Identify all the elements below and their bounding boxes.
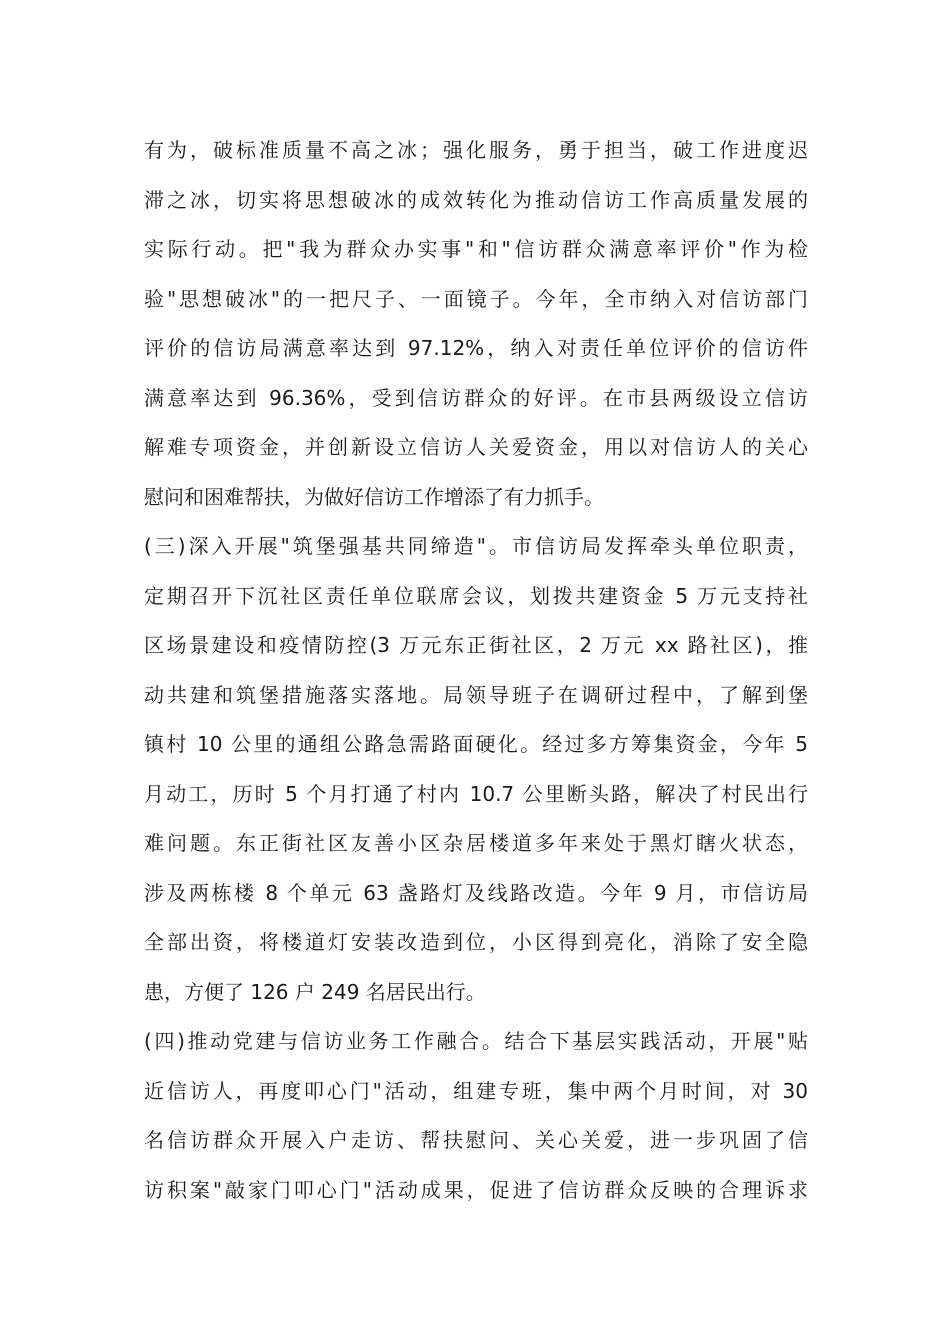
text-line: 访积案"敲家门叩心门"活动成果，促进了信访群众反映的合理诉求 (144, 1177, 808, 1202)
text-line: 实际行动。把"我为群众办实事"和"信访群众满意率评价"作为检 (144, 237, 808, 261)
text-line: 难问题。东正街社区友善小区杂居楼道多年来处于黑灯瞎火状态， (144, 831, 808, 855)
text-line: 有为，破标准质量不高之冰；强化服务，勇于担当，破工作进度迟 (144, 138, 808, 162)
text-line: 区场景建设和疫情防控(3 万元东正街社区，2 万元 xx 路社区)，推 (144, 633, 808, 657)
text-line: 近信访人，再度叩心门"活动，组建专班，集中两个月时间，对 30 (144, 1078, 808, 1103)
body-text (144, 126, 808, 1215)
text-line: 患，方便了 126 户 249 名居民出行。 (144, 979, 486, 1004)
text-line: 评价的信访局满意率达到 97.12%，纳入对责任单位评价的信访件 (144, 336, 808, 360)
text-line: (三)深入开展"筑堡强基共同缔造"。市信访局发挥牵头单位职责， (144, 534, 808, 558)
text-line: 全部出资，将楼道灯安装改造到位，小区得到亮化，消除了安全隐 (144, 930, 808, 954)
text-line: 名信访群众开展入户走访、帮扶慰问、关心关爱，进一步巩固了信 (144, 1128, 808, 1152)
text-line: 定期召开下沉社区责任单位联席会议，划拨共建资金 5 万元支持社 (144, 583, 808, 608)
text-line: 解难专项资金，并创新设立信访人关爱资金，用以对信访人的关心 (144, 435, 808, 459)
text-line: (四)推动党建与信访业务工作融合。结合下基层实践活动，开展"贴 (144, 1029, 808, 1053)
text-line: 慰问和困难帮扶，为做好信访工作增添了有力抓手。 (144, 484, 604, 509)
text-line: 镇村 10 公里的通组公路急需路面硬化。经过多方筹集资金，今年 5 (144, 732, 808, 756)
text-line: 涉及两栋楼 8 个单元 63 盏路灯及线路改造。今年 9 月，市信访局 (144, 880, 808, 905)
text-line: 动共建和筑堡措施落实落地。局领导班子在调研过程中，了解到堡 (144, 682, 808, 707)
text-line: 月动工，历时 5 个月打通了村内 10.7 公里断头路，解决了村民出行 (144, 781, 808, 806)
text-line: 滞之冰，切实将思想破冰的成效转化为推动信访工作高质量发展的 (144, 187, 808, 212)
text-line: 满意率达到 96.36%，受到信访群众的好评。在市县两级设立信访 (144, 385, 808, 410)
text-line: 验"思想破冰"的一把尺子、一面镜子。今年，全市纳入对信访部门 (144, 286, 808, 311)
